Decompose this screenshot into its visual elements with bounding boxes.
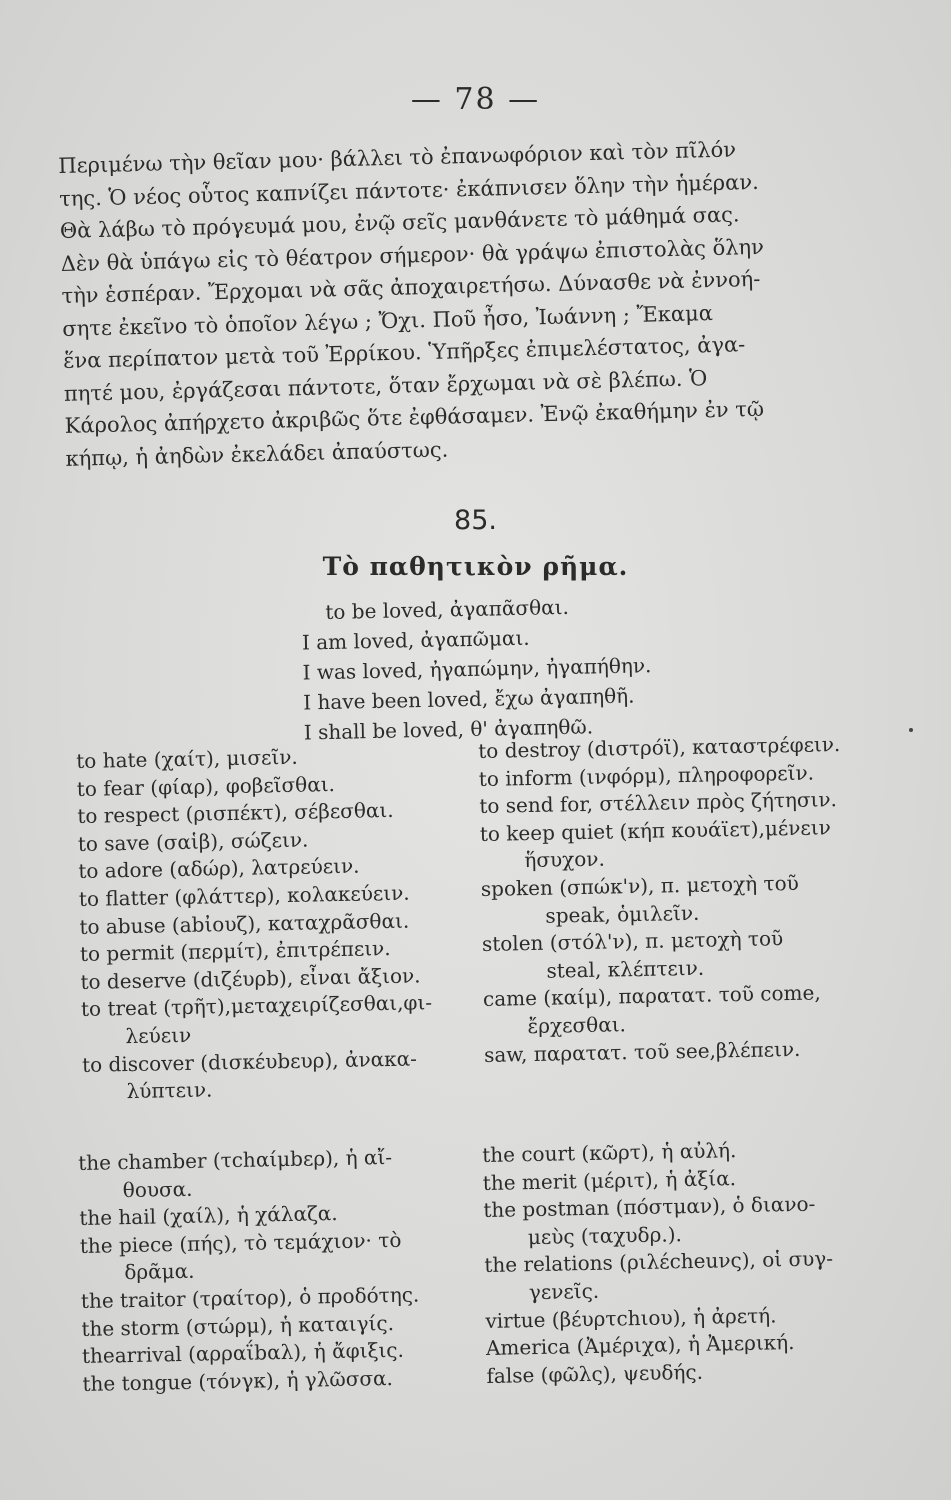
paragraph-line: ἕνα περίπατον μετὰ τοῦ Ἐρρίκου. Ὑπῆρξες ἐπιμελέστατος, ἀγα-: [62, 332, 746, 373]
vocab-entry-continuation: ἔρχεσθαι.: [527, 1012, 627, 1039]
vocab-entry-continuation: speak, ὁμιλεῖν.: [545, 900, 700, 928]
vocab-entry: the piece (πής), τὸ τεμάχιον· τὸ: [79, 1227, 402, 1258]
vocab-entry-continuation: ἥσυχον.: [524, 846, 606, 873]
vocab-entry: the storm (στώρμ), ἡ καταιγίς.: [81, 1310, 395, 1341]
vocab-entry-continuation: λύπτειν.: [126, 1077, 213, 1104]
vocab-entry-continuation: θουσα.: [122, 1176, 193, 1202]
vocab-entry: the postman (πόστμαν), ὁ διανο-: [483, 1191, 816, 1223]
vocab-entry: to discover (dισκέυbευρ), ἀνακα-: [81, 1046, 418, 1077]
vocab-entry: saw, παρατατ. τοῦ see,βλέπειν.: [483, 1036, 801, 1067]
vocabulary-nouns-right: [482, 1134, 907, 1390]
vocab-entry-continuation: δρᾶμα.: [124, 1259, 195, 1285]
paragraph-line: Δὲν θὰ ὑπάγω εἰς τὸ θέατρον σήμερον· θὰ γράψω ἐπιστολὰς ὅλην: [60, 234, 765, 276]
paragraph-line: τὴν ἑσπέραν. Ἔρχομαι νὰ σᾶς ἀποχαιρετήσω. Δύνασθε νὰ ἐννοή-: [61, 266, 761, 308]
vocab-entry: the court (κῶρτ), ἡ αὐλή.: [482, 1138, 737, 1167]
section-title: Τὸ παθητικὸν ρῆμα.: [322, 552, 629, 581]
vocab-entry: to send for, στέλλειν πρὸς ζήτησιν.: [479, 787, 838, 819]
vocab-entry: to permit (περμίτ), ἐπιτρέπειν.: [79, 936, 391, 967]
paragraph-line: της. Ὁ νέος οὗτος καπνίζει πάντοτε· ἐκάπνισεν ὅλην τὴν ἡμέραν.: [58, 169, 760, 211]
vocab-entry: to respect (ρισπέκτ), σέβεσθαι.: [77, 798, 394, 829]
vocabulary-verbs-left: [76, 740, 483, 1106]
paragraph-line: Κάρολος ἀπήρχετο ἀκριβῶς ὅτε ἐφθάσαμεν. Ἐνῷ ἐκαθήμην ἐν τῷ: [64, 396, 765, 438]
vocab-entry: thearrival (αρραΐbαλ), ἡ ἄφιξις.: [81, 1337, 405, 1369]
vocabulary-verbs-right: [478, 730, 904, 1069]
vocab-entry: to hate (χαίτ), μισεῖν.: [76, 744, 298, 773]
page-number: — 78 —: [410, 82, 541, 117]
vocab-entry-continuation: μεὺς (ταχυδρ.).: [527, 1221, 683, 1249]
greek-paragraph: [58, 130, 886, 475]
vocab-entry: the hail (χαίλ), ἡ χάλαζα.: [79, 1201, 338, 1231]
paragraph-line: Περιμένω τὴν θεῖαν μου· βάλλει τὸ ἐπανωφόριον καὶ τὸν πῖλόν: [58, 137, 737, 178]
conjugation-line: I was loved, ἠγαπώμην, ἠγαπήθην.: [302, 653, 652, 685]
vocab-entry: America (Ἀμέριχα), ἡ Ἀμερική.: [485, 1330, 795, 1361]
vocab-entry: to flatter (φλάττερ), κολακεύειν.: [78, 880, 410, 911]
vocab-entry: to save (σαἱβ), σώζειν.: [77, 827, 309, 856]
vocab-entry: to keep quiet (κήπ κουάϊετ),μένειν: [479, 815, 832, 846]
vocab-entry: came (καίμ), παρατατ. τοῦ come,: [482, 980, 821, 1012]
paragraph-line: Θὰ λάβω τὸ πρόγευμά μου, ἐνῷ σεῖς μανθάνετε τὸ μάθημά σας.: [59, 202, 740, 243]
vocab-entry-continuation: γενεῖς.: [528, 1278, 600, 1305]
vocab-entry: the traitor (τραίτορ), ὁ προδότης.: [80, 1282, 420, 1313]
vocab-entry-continuation: steal, κλέπτειν.: [546, 955, 705, 983]
vocab-entry: spoken (σπώκ'ν), π. μετοχὴ τοῦ: [480, 870, 800, 901]
vocab-entry: stolen (στόλ'ν), π. μετοχὴ τοῦ: [481, 926, 784, 957]
vocabulary-nouns-left: [78, 1142, 483, 1398]
vocab-entry: the chamber (τchαίμbερ), ἡ αἴ-: [78, 1144, 393, 1175]
paragraph-line: πητέ μου, ἐργάζεσαι πάντοτε, ὅταν ἔρχωμαι νὰ σὲ βλέπω. Ὁ: [63, 365, 708, 406]
vocab-entry: the tongue (τόνγκ), ἡ γλῶσσα.: [82, 1365, 394, 1396]
vocab-entry: false (φῶλς), ψευδής.: [486, 1359, 704, 1388]
vocab-entry: the merit (μέριτ), ἡ ἀξία.: [482, 1165, 737, 1195]
ink-dot: [909, 728, 913, 732]
vocab-entry: to treat (τρῆτ),μεταχειρίζεσθαι,φι-: [80, 990, 433, 1022]
conjugation-line: I have been loved, ἔχω ἀγαπηθῆ.: [302, 683, 635, 715]
conjugation-line: to be loved, ἀγαπᾶσθαι.: [325, 594, 570, 624]
conjugation-line: I am loved, ἀγαπῶμαι.: [301, 625, 530, 655]
vocab-entry: to inform (ινφόρμ), πληροφορεῖν.: [478, 760, 815, 791]
vocab-entry: to destroy (dιστρόϊ), καταστρέφειν.: [478, 732, 841, 763]
vocab-entry: to fear (φίαρ), φοβεῖσθαι.: [76, 771, 336, 801]
vocab-entry: virtue (βέυρτchιου), ἡ ἀρετή.: [485, 1302, 777, 1333]
vocab-entry: to deserve (dιζέυρb), εἶναι ἄξιον.: [80, 963, 421, 994]
vocab-entry: to abuse (abἰουζ), καταχρᾶσθαι.: [79, 908, 410, 939]
section-number: 85.: [454, 505, 497, 536]
conjugation-line: I shall be loved, θ' ἀγαπηθῶ.: [303, 714, 594, 745]
vocab-entry: to adore (αδώρ), λατρεύειν.: [78, 853, 360, 884]
passive-verb-conjugation: [301, 590, 653, 747]
vocab-entry-continuation: λεύειν: [125, 1022, 192, 1049]
vocab-entry: the relations (ριλέcheuνς), οἱ συγ-: [484, 1246, 834, 1278]
paragraph-line: κήπῳ, ἡ ἀηδὼν ἐκελάδει ἀπαύστως.: [65, 437, 449, 471]
paragraph-line: σητε ἐκεῖνο τὸ ὁποῖον λέγω ; Ὄχι. Ποῦ ἦσο, Ἰωάννη ; Ἔκαμα: [62, 300, 714, 341]
